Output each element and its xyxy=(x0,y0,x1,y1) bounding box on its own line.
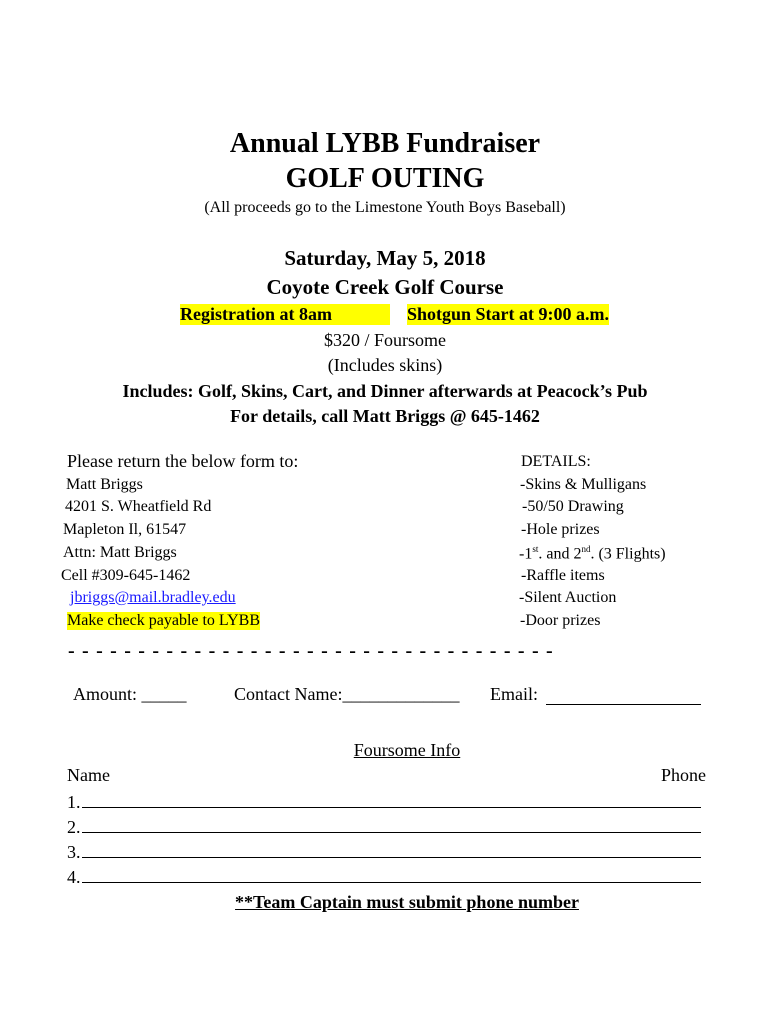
title-line-1: Annual LYBB Fundraiser xyxy=(229,128,541,159)
details-item: -Skins & Mulligans xyxy=(520,476,647,493)
title-line-2: GOLF OUTING xyxy=(285,163,485,194)
price-note: (Includes skins) xyxy=(327,355,443,375)
player-row-field[interactable] xyxy=(82,857,701,858)
details-item: -Door prizes xyxy=(520,612,601,629)
price: $320 / Foursome xyxy=(323,330,446,350)
event-date: Saturday, May 5, 2018 xyxy=(284,246,486,270)
player-row-number: 4. xyxy=(67,867,81,887)
details-contact-line: For details, call Matt Briggs @ 645-1462 xyxy=(230,406,540,426)
player-row-field[interactable] xyxy=(82,807,701,808)
shotgun-start-time: Shotgun Start at 9:00 a.m. xyxy=(407,304,610,324)
amount-field[interactable]: Amount: _____ xyxy=(73,684,187,704)
details-item: -Hole prizes xyxy=(521,521,600,538)
return-cell: Cell #309-645-1462 xyxy=(61,567,191,584)
registration-time: Registration at 8am xyxy=(180,304,390,325)
player-row-field[interactable] xyxy=(82,832,701,833)
subtitle: (All proceeds go to the Limestone Youth Boys Baseball) xyxy=(204,199,566,216)
foursome-heading: Foursome Info xyxy=(353,740,461,760)
email-link[interactable]: jbriggs@mail.bradley.edu xyxy=(70,589,236,606)
name-header: Name xyxy=(67,765,110,785)
details-item: -Raffle items xyxy=(521,567,605,584)
player-row-number: 3. xyxy=(67,842,81,862)
details-item: -50/50 Drawing xyxy=(522,498,624,515)
return-heading: Please return the below form to: xyxy=(67,451,299,471)
phone-header: Phone xyxy=(661,765,706,785)
return-street: 4201 S. Wheatfield Rd xyxy=(65,498,212,515)
email-field-label: Email: xyxy=(490,684,538,704)
player-row-number: 2. xyxy=(67,817,81,837)
contact-name-field[interactable]: Contact Name:_____________ xyxy=(234,684,460,704)
return-name: Matt Briggs xyxy=(66,476,143,493)
player-row-number: 1. xyxy=(67,792,81,812)
payable-note: Make check payable to LYBB xyxy=(67,612,260,629)
return-attn: Attn: Matt Briggs xyxy=(63,544,177,561)
email-field[interactable] xyxy=(546,704,701,705)
details-flights: -1st. and 2nd. (3 Flights) xyxy=(519,544,666,563)
cut-line: - - - - - - - - - - - - - - - - - - - - - - - - - - - - - - - - - - - xyxy=(68,640,554,662)
details-item: -Silent Auction xyxy=(519,589,617,606)
event-venue: Coyote Creek Golf Course xyxy=(266,275,504,299)
return-city: Mapleton Il, 61547 xyxy=(63,521,187,538)
player-row-field[interactable] xyxy=(82,882,701,883)
details-heading: DETAILS: xyxy=(521,453,591,470)
includes-line: Includes: Golf, Skins, Cart, and Dinner afterwards at Peacock’s Pub xyxy=(122,381,648,401)
captain-note: **Team Captain must submit phone number xyxy=(235,892,579,912)
